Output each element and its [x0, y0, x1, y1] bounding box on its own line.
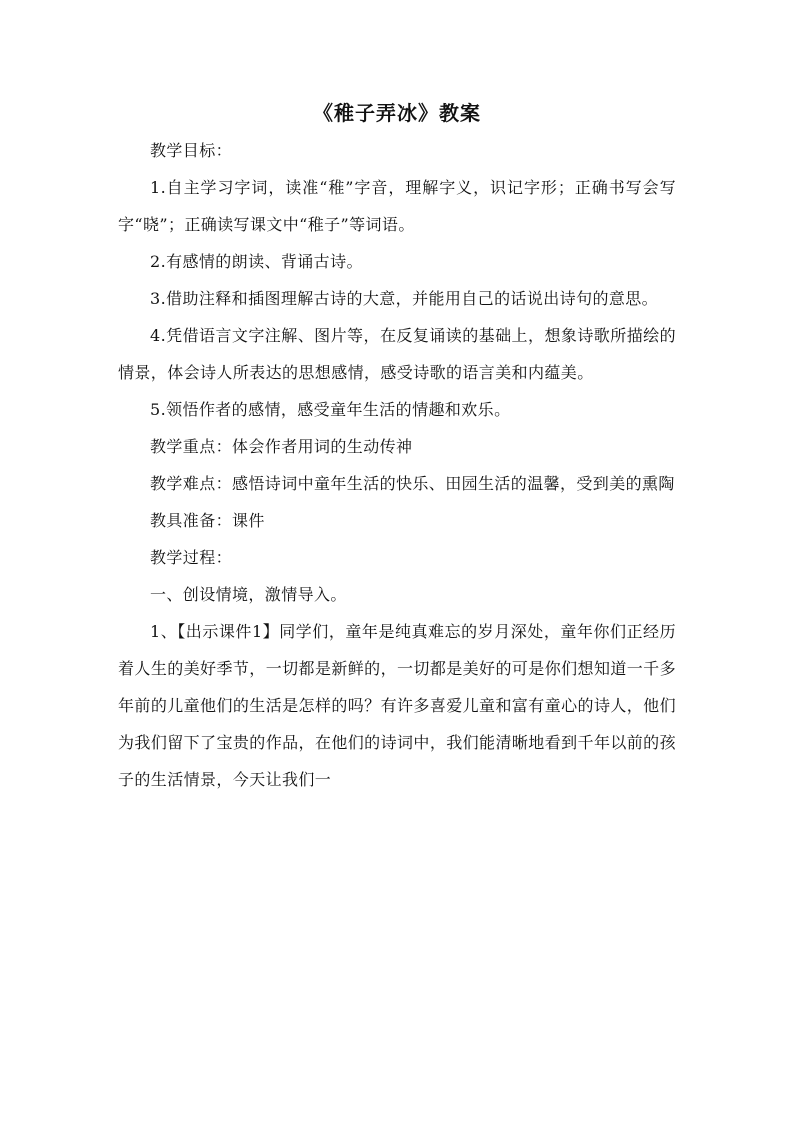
- teaching-focus: 教学重点：体会作者用词的生动传神: [150, 437, 413, 456]
- document-title: 《稚子弄冰》教案: [313, 101, 481, 125]
- goal-item-4: 4.凭借语言文字注解、图片等，在反复诵读的基础上，想象诗歌所描绘的情景，体会诗人所表达的思想感情，感受诗歌的语言美和内蕴美。: [118, 326, 676, 382]
- heading-teaching-process: 教学过程：: [150, 548, 233, 567]
- process-step-1: 1、【出示课件1】同学们，童年是纯真难忘的岁月深处，童年你们正经历着人生的美好季节，一切都是新鲜的，一切都是美好的可是你们想知道一千多年前的儿童他们的生活是怎样的吗？有许多喜爱儿童和富有童心的诗人，他们为我们留下了宝贵的作品，在他们的诗词中，我们能清晰地看到千年以前的孩子的生活情景，今天让我们一: [118, 622, 676, 789]
- goal-item-2: 2.有感情的朗读、背诵古诗。: [150, 252, 363, 271]
- heading-teaching-goals: 教学目标：: [150, 141, 233, 160]
- goal-item-1: 1.自主学习字词，读准“稚”字音，理解字义，识记字形；正确书写会写字“晓”；正确读写课文中“稚子”等词语。: [118, 178, 676, 234]
- teaching-difficulty: 教学难点：感悟诗词中童年生活的快乐、田园生活的温馨，受到美的熏陶: [150, 474, 675, 493]
- teaching-materials: 教具准备：课件: [150, 511, 265, 530]
- goal-item-3: 3.借助注释和插图理解古诗的大意，并能用自己的话说出诗句的意思。: [150, 289, 659, 308]
- process-section-1: 一、创设情境，激情导入。: [150, 585, 347, 604]
- goal-item-5: 5.领悟作者的感情，感受童年生活的情趣和欢乐。: [150, 400, 511, 419]
